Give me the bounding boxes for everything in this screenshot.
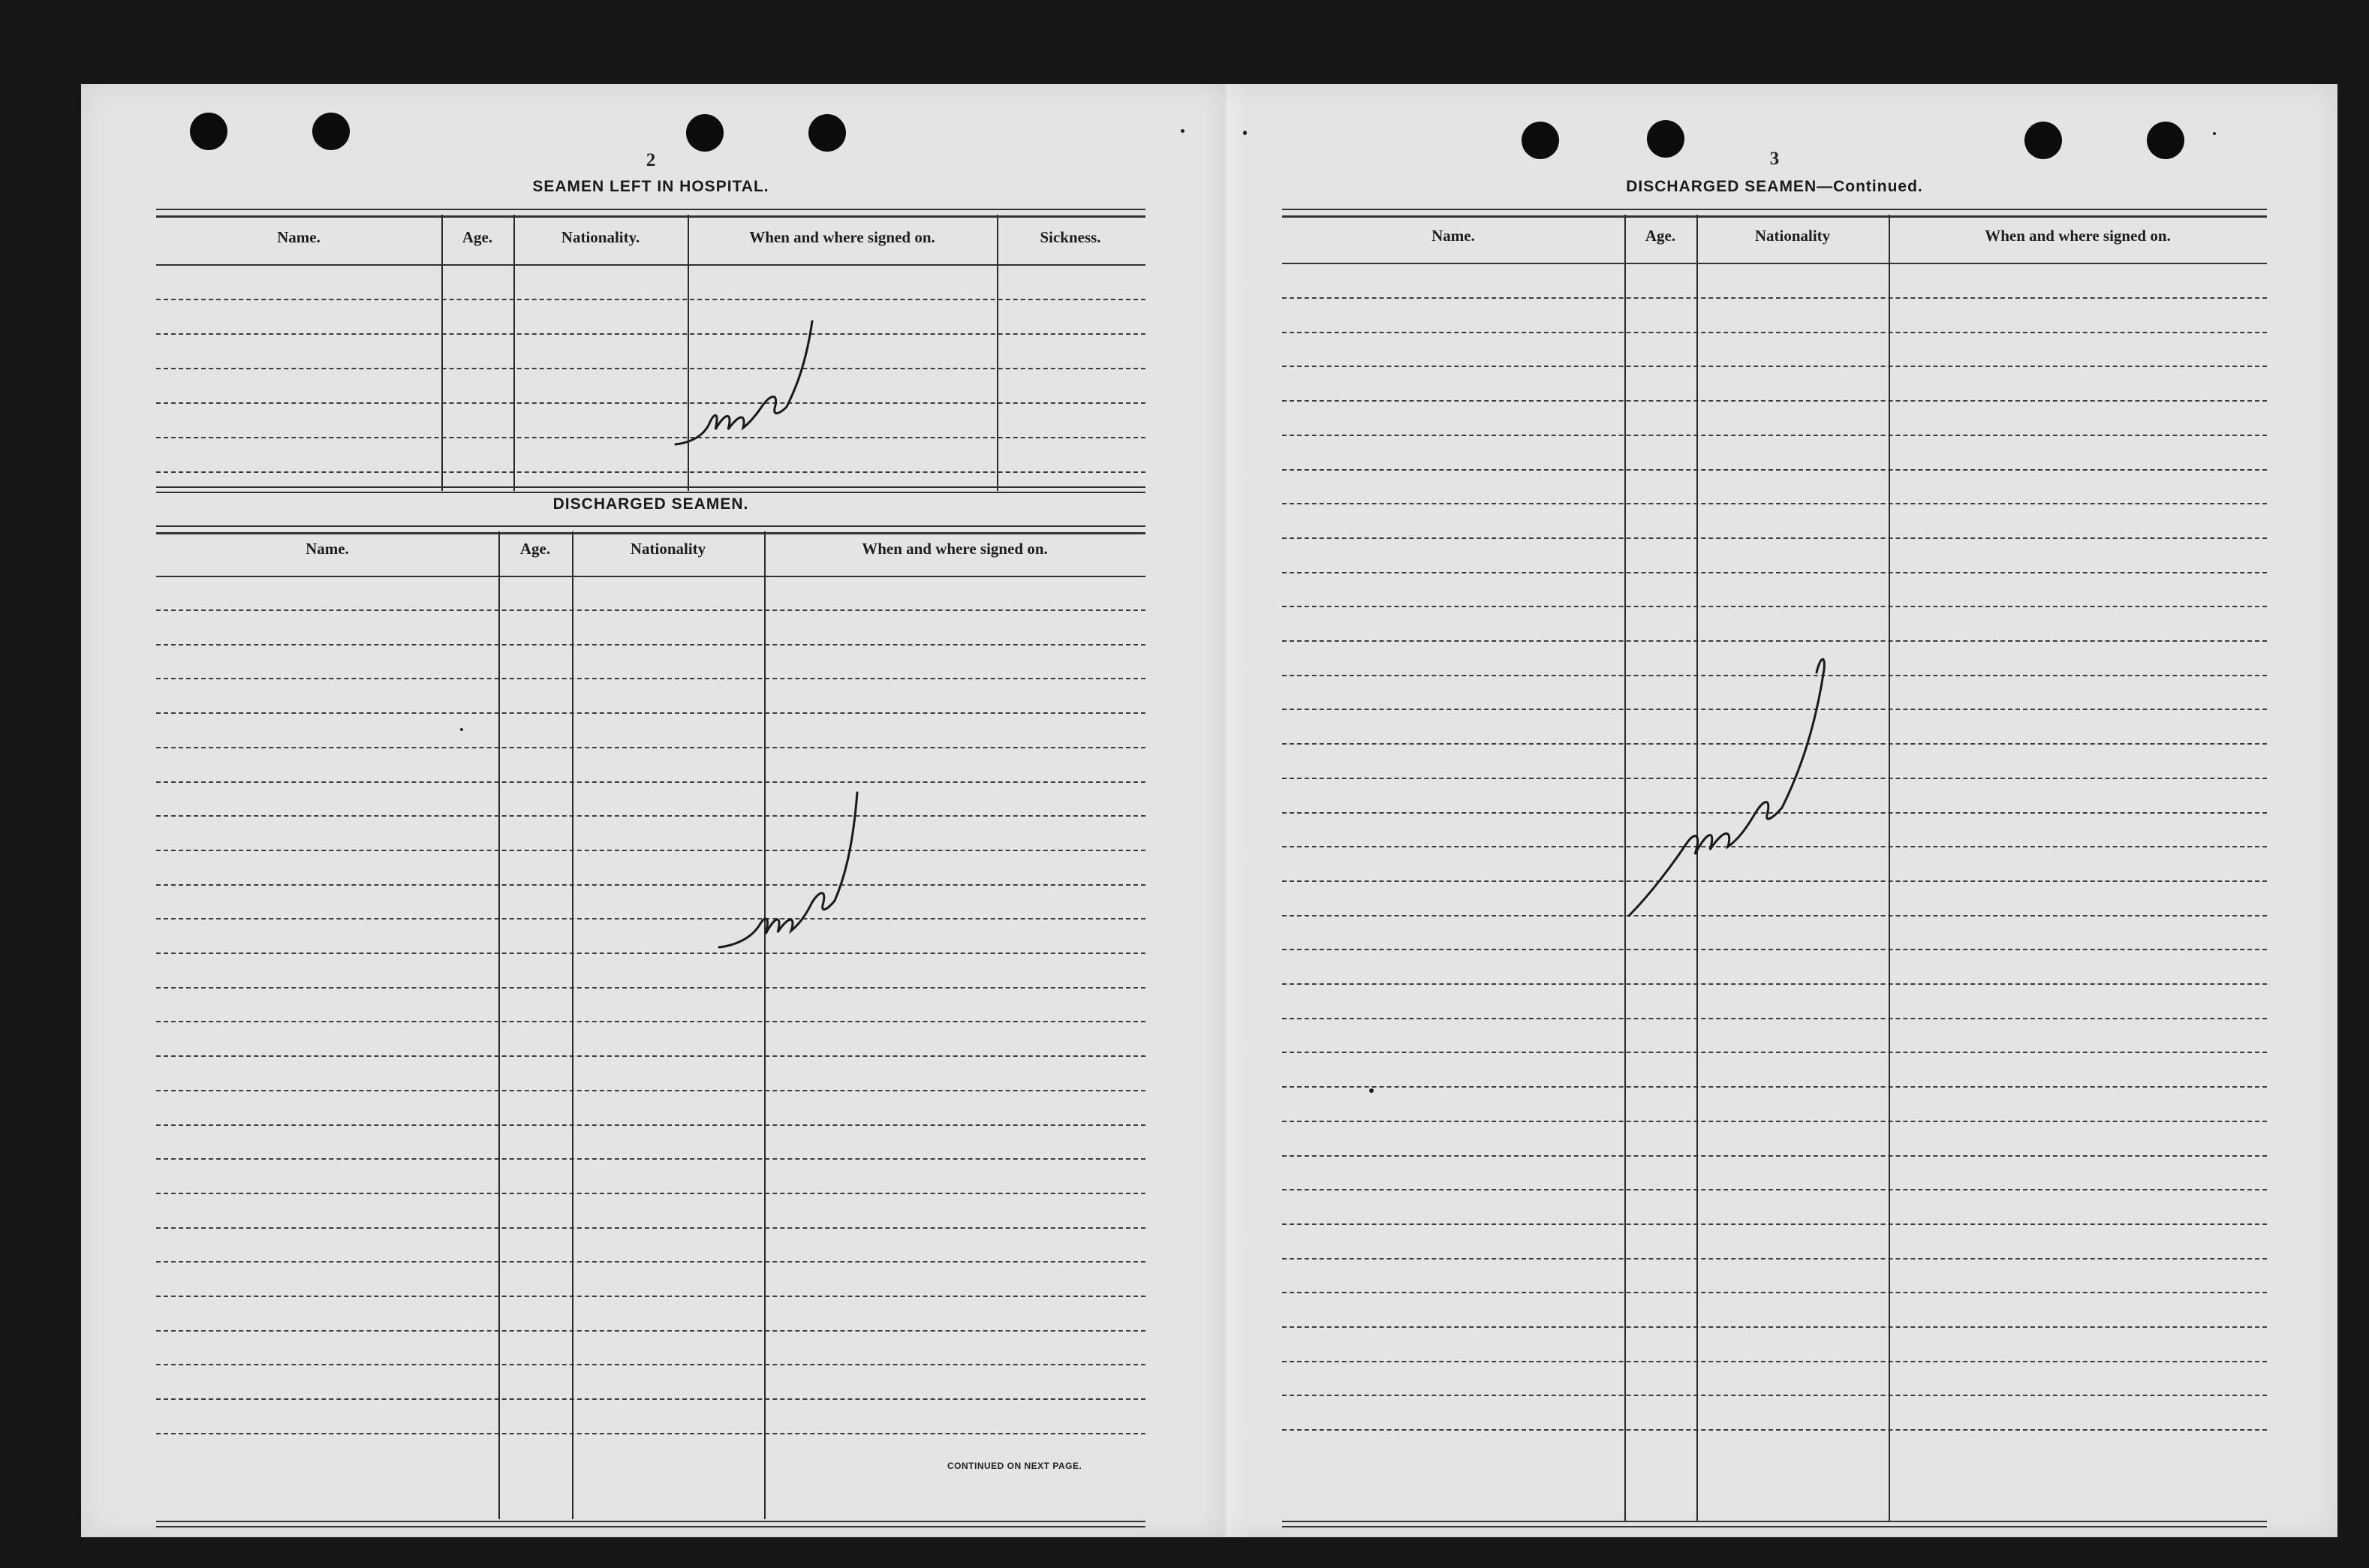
ruled-row xyxy=(156,1364,1145,1365)
ruled-row xyxy=(156,815,1145,817)
column-header-name: Name. xyxy=(306,540,349,558)
column-header-sickness: Sickness. xyxy=(1040,228,1101,246)
ruled-row xyxy=(1282,1018,2267,1019)
ruled-row xyxy=(156,1090,1145,1091)
column-header-signed-on: When and where signed on. xyxy=(1985,227,2171,245)
column-header-nationality: Nationality. xyxy=(561,228,640,246)
ruled-row xyxy=(156,609,1145,611)
ruled-row xyxy=(156,1261,1145,1263)
section-title-discharged-continued: DISCHARGED SEAMEN—Continued. xyxy=(1626,178,1923,195)
ruled-row xyxy=(1282,297,2267,299)
left-page xyxy=(156,84,1145,1537)
ruled-row xyxy=(1282,1052,2267,1053)
ruled-row xyxy=(156,1193,1145,1194)
ruled-row xyxy=(1282,1189,2267,1190)
column-header-signed-on: When and where signed on. xyxy=(862,540,1048,558)
ruled-row xyxy=(156,987,1145,989)
column-header-signed-on: When and where signed on. xyxy=(749,228,935,246)
ruled-row xyxy=(1282,1223,2267,1225)
continued-note: CONTINUED ON NEXT PAGE. xyxy=(947,1461,1082,1471)
ruled-row xyxy=(156,953,1145,954)
handwritten-cancel-mark xyxy=(718,790,883,955)
handwritten-cancel-mark xyxy=(1627,624,1868,925)
ruled-row xyxy=(156,1055,1145,1057)
ruled-row xyxy=(1282,572,2267,573)
column-header-age: Age. xyxy=(519,540,551,558)
ruled-row xyxy=(156,1227,1145,1229)
ruled-row xyxy=(156,747,1145,748)
handwritten-cancel-mark xyxy=(674,317,839,452)
ruled-row xyxy=(156,850,1145,851)
section-title-discharged: DISCHARGED SEAMEN. xyxy=(552,495,749,513)
ruled-row xyxy=(1282,435,2267,436)
column-header-age: Age. xyxy=(1645,227,1676,245)
ruled-row xyxy=(156,1158,1145,1160)
page-number: 3 xyxy=(1769,149,1780,169)
ruled-row xyxy=(1282,949,2267,950)
ruled-row xyxy=(1282,332,2267,333)
ruled-row xyxy=(1282,983,2267,985)
ruled-row xyxy=(1282,1258,2267,1260)
ruled-row xyxy=(156,884,1145,886)
ruled-row xyxy=(156,1330,1145,1332)
ruled-row xyxy=(156,678,1145,679)
register-sheet xyxy=(81,84,2337,1537)
right-page xyxy=(1282,84,2267,1537)
ruled-row xyxy=(1282,1361,2267,1362)
ruled-row xyxy=(1282,366,2267,367)
ruled-row xyxy=(1282,1395,2267,1396)
ruled-row xyxy=(1282,1121,2267,1122)
ruled-row xyxy=(156,1296,1145,1297)
ruled-row xyxy=(156,1021,1145,1022)
page-number: 2 xyxy=(646,150,656,170)
ruled-row xyxy=(1282,1086,2267,1088)
column-header-name: Name. xyxy=(277,228,321,246)
ruled-row xyxy=(1282,469,2267,471)
column-header-nationality: Nationality xyxy=(1754,227,1831,245)
ruled-row xyxy=(1282,606,2267,607)
ruled-row xyxy=(156,918,1145,919)
ruled-row xyxy=(1282,1429,2267,1431)
ruled-row xyxy=(1282,400,2267,402)
column-header-nationality: Nationality xyxy=(630,540,706,558)
column-header-name: Name. xyxy=(1431,227,1475,245)
ruled-row xyxy=(1282,503,2267,504)
center-fold xyxy=(1203,84,1248,1537)
section-title-hospital: SEAMEN LEFT IN HOSPITAL. xyxy=(532,178,769,195)
ruled-row xyxy=(156,1398,1145,1400)
ruled-row xyxy=(156,1433,1145,1434)
paper-speck xyxy=(1181,129,1184,133)
ruled-row xyxy=(1282,1292,2267,1293)
ruled-row xyxy=(156,781,1145,783)
column-header-age: Age. xyxy=(462,228,493,246)
ruled-row xyxy=(1282,1155,2267,1157)
paper-speck xyxy=(1243,131,1247,135)
ruled-row xyxy=(1282,1326,2267,1328)
ruled-row xyxy=(156,712,1145,714)
ruled-row xyxy=(156,644,1145,646)
ruled-row xyxy=(156,1124,1145,1126)
ruled-row xyxy=(1282,537,2267,539)
